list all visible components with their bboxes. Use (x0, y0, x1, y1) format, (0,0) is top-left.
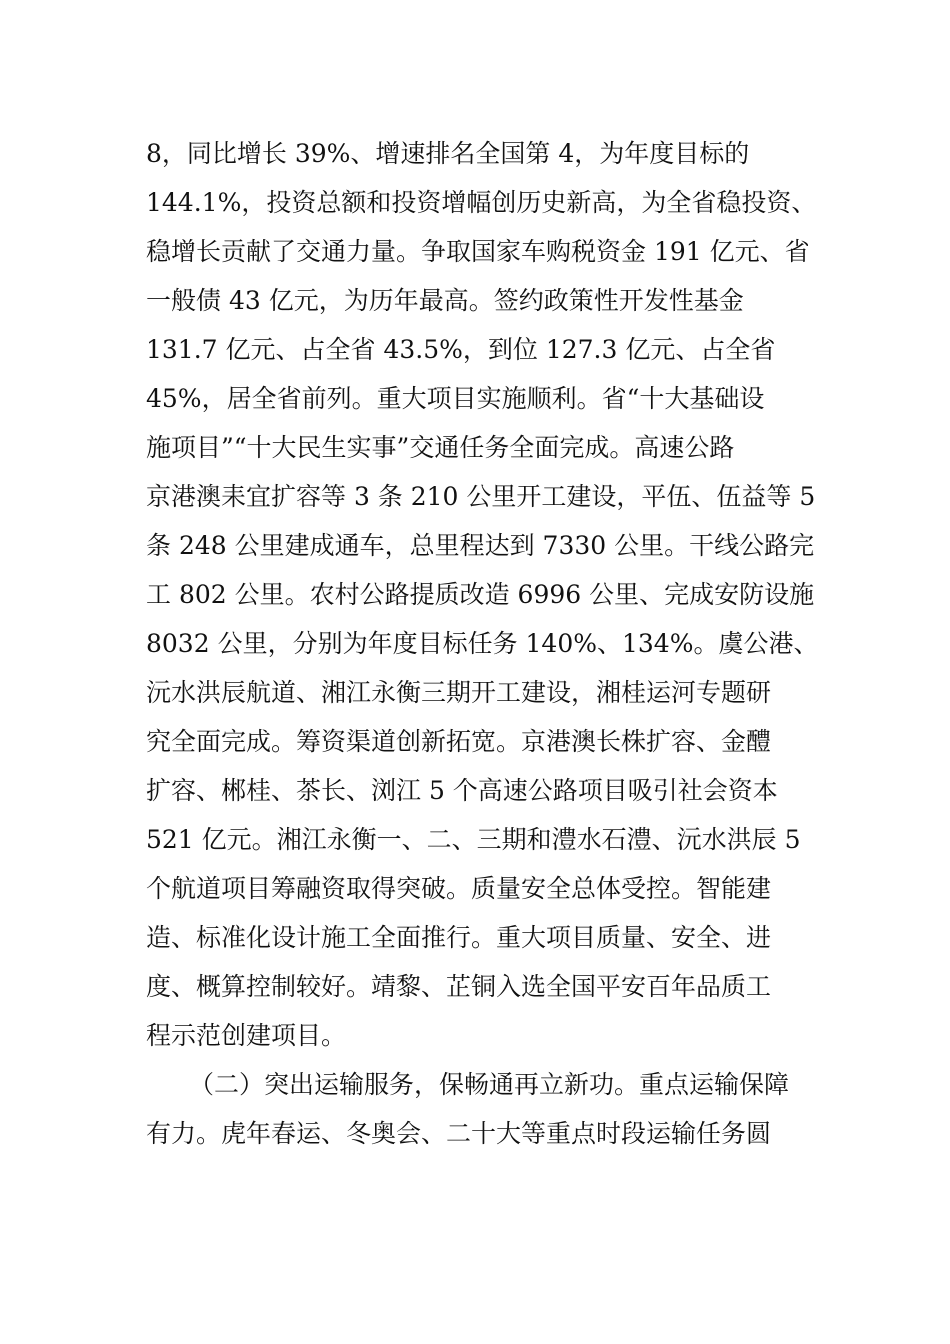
text-line: 条 248 公里建成通车，总里程达到 7330 公里。干线公路完 (146, 531, 815, 560)
text-line: 稳增长贡献了交通力量。争取国家车购税资金 191 亿元、省 (146, 237, 810, 266)
text-line: 扩容、郴桂、茶长、浏江 5 个高速公路项目吸引社会资本 (146, 776, 778, 805)
body-text (146, 129, 819, 1158)
text-line: 沅水洪辰航道、湘江永衡三期开工建设，湘桂运河专题研 (146, 678, 772, 707)
section-heading-line: （二）突出运输服务，保畅通再立新功。重点运输保障 (189, 1070, 790, 1099)
text-line: 8，同比增长 39%、增速排名全国第 4，为年度目标的 (146, 139, 750, 168)
text-line: 造、标准化设计施工全面推行。重大项目质量、安全、进 (146, 923, 772, 952)
text-line: 144.1%，投资总额和投资增幅创历史新高，为全省稳投资、 (146, 188, 817, 217)
text-line: 京港澳耒宜扩容等 3 条 210 公里开工建设，平伍、伍益等 5 (146, 482, 816, 511)
text-line: 程示范创建项目。 (146, 1021, 347, 1050)
text-line: 度、概算控制较好。靖黎、芷铜入选全国平安百年品质工 (146, 972, 772, 1001)
text-line: 8032 公里，分别为年度目标任务 140%、134%。虞公港、 (146, 629, 819, 658)
text-line: 有力。虎年春运、冬奥会、二十大等重点时段运输任务圆 (146, 1119, 772, 1148)
text-line: 521 亿元。湘江永衡一、二、三期和澧水石澧、沅水洪辰 5 (146, 825, 801, 854)
text-line: 一般债 43 亿元，为历年最高。签约政策性开发性基金 (146, 286, 744, 315)
text-line: 45%，居全省前列。重大项目实施顺利。省“十大基础设 (146, 384, 765, 413)
text-line: 究全面完成。筹资渠道创新拓宽。京港澳长株扩容、金醴 (146, 727, 772, 756)
text-line: 个航道项目筹融资取得突破。质量安全总体受控。智能建 (146, 874, 772, 903)
text-line: 131.7 亿元、占全省 43.5%，到位 127.3 亿元、占全省 (146, 335, 776, 364)
text-line: 工 802 公里。农村公路提质改造 6996 公里、完成安防设施 (146, 580, 815, 609)
text-line: 施项目”“十大民生实事”交通任务全面完成。高速公路 (146, 433, 735, 462)
